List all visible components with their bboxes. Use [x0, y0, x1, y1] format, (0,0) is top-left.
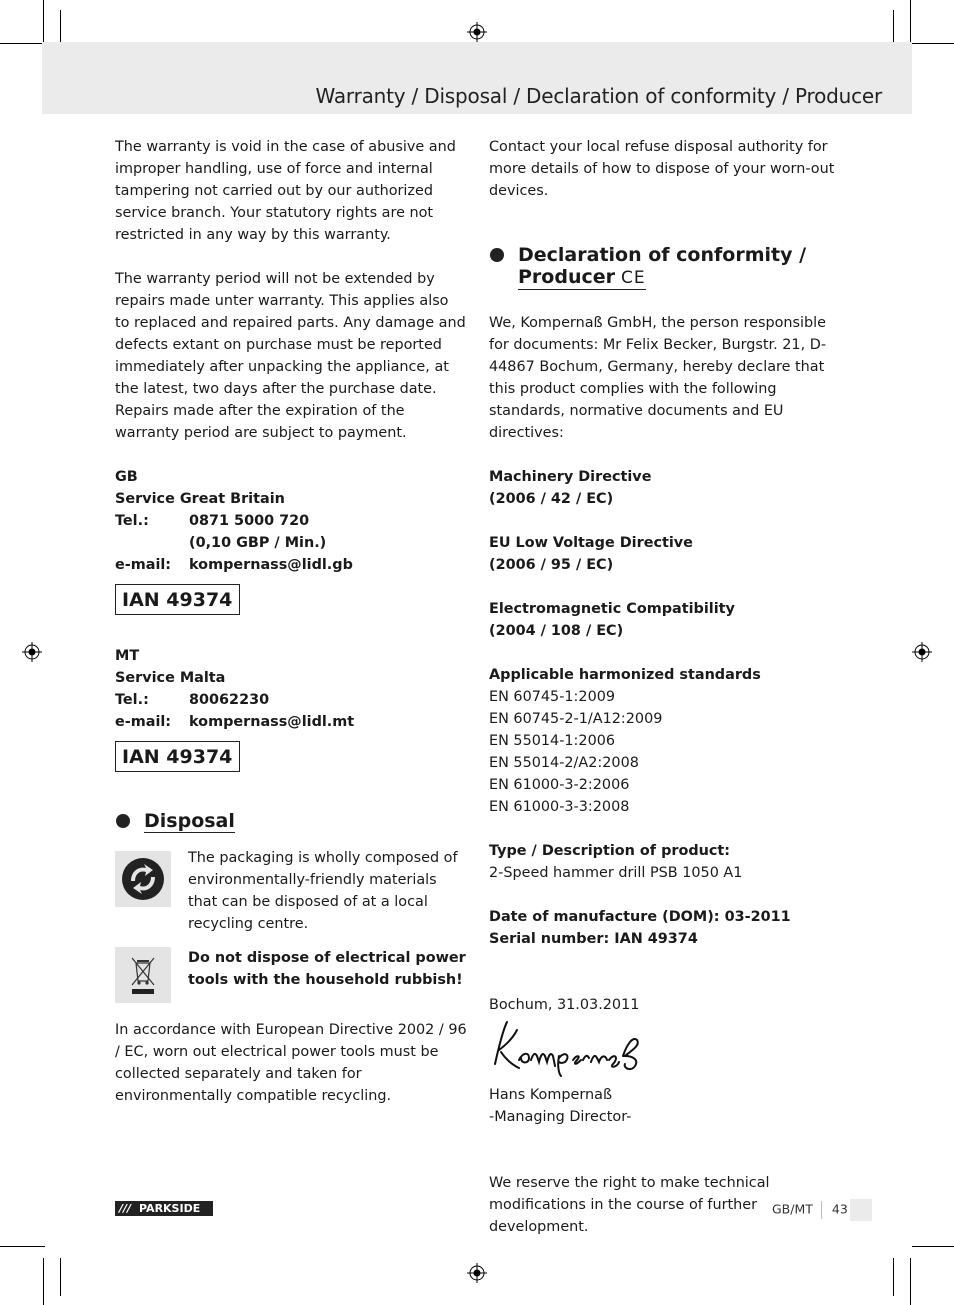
doc-heading-line2: Producer: [518, 266, 615, 288]
mt-email-row: [115, 711, 467, 733]
page-number: 43: [831, 1201, 848, 1217]
registration-mark-icon: [22, 642, 42, 662]
footer-language: GB/MT: [772, 1201, 813, 1217]
crop-mark: [893, 1258, 894, 1296]
type-title: Type / Description of product:: [489, 843, 731, 859]
warranty-paragraph-void: The warranty is void in the case of abusive and improper handling, use of force and internal tampering not carried out by our authorized service branch. Your statutory rights are not restricted in any way by this warranty.: [115, 139, 456, 243]
crop-mark: [912, 1246, 954, 1247]
mt-country: MT: [115, 648, 140, 664]
emc-code: (2004 / 108 / EC): [489, 623, 624, 639]
place-date: Bochum, 31.03.2011: [489, 997, 640, 1013]
logo-stripes-icon: ///: [119, 1202, 132, 1215]
standard-item: EN 60745-2-1/A12:2009: [489, 711, 663, 727]
weee-row: [115, 950, 467, 1003]
gb-email-label: e-mail:: [115, 557, 172, 573]
gb-country: GB: [115, 469, 138, 485]
mt-ian-box: IAN 49374: [115, 741, 240, 772]
mt-email-value: kompernass@lidl.mt: [189, 714, 355, 730]
contact-authority-text: Contact your local refuse disposal authority for more details of how to dispose of your worn-out devices.: [489, 139, 835, 199]
disposal-heading: [115, 810, 467, 833]
serial-line: Serial number: IAN 49374: [489, 931, 698, 947]
ce-mark-icon: CE: [621, 268, 646, 288]
page-title: Warranty / Disposal / Declaration of conformity / Producer: [315, 84, 882, 108]
gb-ian-box: IAN 49374: [115, 584, 240, 615]
footer-divider: [821, 1201, 822, 1219]
warranty-paragraph-period: The warranty period will not be extended by repairs made unter warranty. This applies also to replaced and repaired parts. Any damage and defects extant on purchase must be reported immediately after unpacking the appliance, at the latest, two days after the purchase date. Repairs made after the expiration of the warranty period are subject to payment.: [115, 271, 466, 441]
signer-title: -Managing Director-: [489, 1109, 632, 1125]
gb-tel-note: (0,10 GBP / Min.): [189, 535, 327, 551]
footer-page-info: [772, 1201, 848, 1219]
mt-email-label: e-mail:: [115, 714, 172, 730]
registration-mark-icon: [467, 1263, 487, 1283]
gb-tel-row: [115, 510, 467, 532]
standard-item: EN 60745-1:2009: [489, 689, 616, 705]
machinery-code: (2006 / 42 / EC): [489, 491, 614, 507]
reserve-rights-text: We reserve the right to make technical modifications in the course of further development.: [489, 1175, 770, 1235]
disposal-heading-text: Disposal: [144, 810, 235, 832]
crop-mark: [910, 1258, 911, 1305]
standard-item: EN 61000-3-2:2006: [489, 777, 630, 793]
parkside-logo: [115, 1201, 213, 1216]
crop-mark: [910, 0, 911, 45]
doc-heading: [489, 244, 841, 290]
dom-line: Date of manufacture (DOM): 03-2011: [489, 909, 791, 925]
crossed-bin-icon: [115, 947, 171, 1003]
standards-title: Applicable harmonized standards: [489, 667, 761, 683]
machinery-title: Machinery Directive: [489, 469, 652, 485]
brand-name: PARKSIDE: [139, 1202, 201, 1215]
gb-tel-note-row: [115, 532, 467, 554]
mt-tel-label: Tel.:: [115, 692, 149, 708]
disposal-directive-text: In accordance with European Directive 2002 / 96 / EC, worn out electrical power tools must be collected separately and taken for environmentally compatible recycling.: [115, 1022, 467, 1104]
crop-mark: [0, 43, 45, 44]
footer-page-box: [850, 1199, 872, 1221]
doc-heading-line1: Declaration of conformity /: [518, 244, 807, 266]
crop-mark: [0, 1246, 45, 1247]
mt-tel-row: [115, 689, 467, 711]
packaging-text: The packaging is wholly composed of environmentally-friendly materials that can be disposed of at a local recycling centre.: [188, 850, 458, 932]
mt-service-name: Service Malta: [115, 670, 226, 686]
type-value: 2-Speed hammer drill PSB 1050 A1: [489, 865, 743, 881]
registration-mark-icon: [467, 22, 487, 42]
left-column: [115, 136, 467, 1107]
gb-tel-value: 0871 5000 720: [189, 513, 310, 529]
gb-tel-label: Tel.:: [115, 513, 149, 529]
right-column: [489, 136, 841, 1238]
crop-mark: [43, 0, 44, 45]
doc-intro: We, Kompernaß GmbH, the person responsible for documents: Mr Felix Becker, Burgstr. 21, D-44867 Bochum, Germany, hereby declare that this product complies with the following standards, normative documents and EU directives:: [489, 315, 827, 441]
crop-mark: [912, 43, 954, 44]
recycling-row: [115, 847, 467, 935]
disposal-warning: Do not dispose of electrical power tools with the household rubbish!: [188, 950, 466, 988]
gb-email-row: [115, 554, 467, 576]
mt-tel-value: 80062230: [189, 692, 270, 708]
signature: [489, 1016, 841, 1082]
registration-mark-icon: [912, 642, 932, 662]
emc-title: Electromagnetic Compatibility: [489, 601, 735, 617]
gb-email-value: kompernass@lidl.gb: [189, 557, 353, 573]
crop-mark: [60, 1258, 61, 1296]
lowvoltage-code: (2006 / 95 / EC): [489, 557, 614, 573]
bullet-icon: [490, 248, 504, 262]
recycling-icon: [115, 851, 171, 907]
bullet-icon: [116, 814, 130, 828]
standard-item: EN 61000-3-3:2008: [489, 799, 630, 815]
standard-item: EN 55014-2/A2:2008: [489, 755, 639, 771]
standard-item: EN 55014-1:2006: [489, 733, 616, 749]
signer-name: Hans Kompernaß: [489, 1087, 613, 1103]
gb-service-name: Service Great Britain: [115, 491, 285, 507]
lowvoltage-title: EU Low Voltage Directive: [489, 535, 693, 551]
crop-mark: [43, 1258, 44, 1305]
